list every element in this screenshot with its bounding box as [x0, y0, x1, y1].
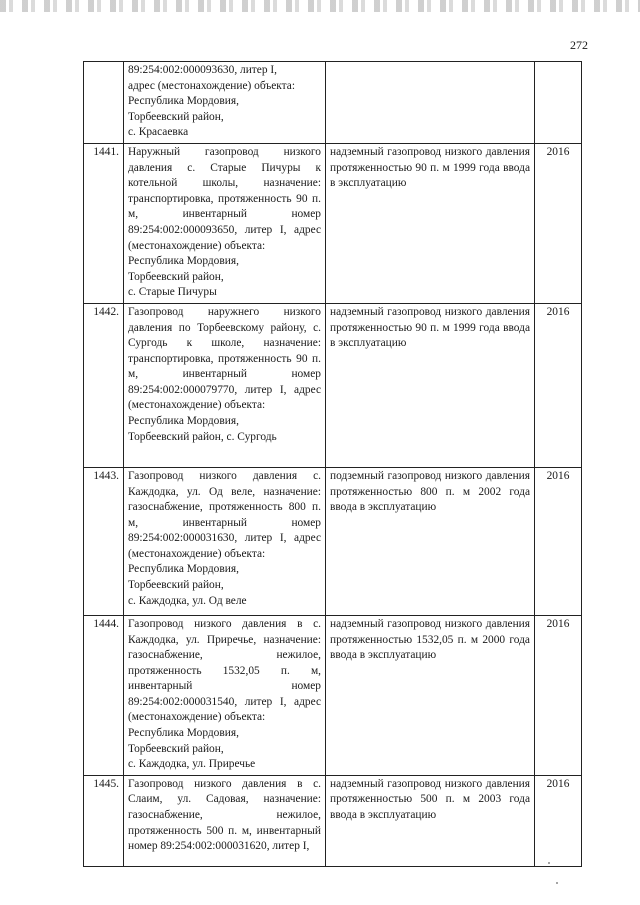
row-number-cell: 1441.	[84, 143, 124, 303]
row-number-cell: 1445.	[84, 775, 124, 866]
scan-speck	[556, 882, 558, 884]
year-cell: 2016	[535, 615, 582, 775]
characteristics-cell	[326, 62, 535, 144]
object-name-cell: Газопровод низкого давления в с. Слаим, ул. Садовая, назначение: газоснабжение, нежилое, протяженность 500 п. м, инвентарный номер 89:254:002:000031620, литер I,	[124, 775, 326, 866]
row-number-cell	[84, 62, 124, 144]
object-name-cell: Газопровод низкого давления с. Каждодка, ул. Од веле, назначение: газоснабжение, протяженность 800 п. м, инвентарный номер 89:254:002:000031630, литер I, адрес (местонахождение) объекта: Республика Мордовия, Торбеевский район, с. Каждодка, ул. Од веле	[124, 467, 326, 615]
characteristics-cell: подземный газопровод низкого давления протяженностью 800 п. м 2002 года ввода в эксплуатацию	[326, 467, 535, 615]
characteristics-cell: надземный газопровод низкого давления протяженностью 90 п. м 1999 года ввода в эксплуатацию	[326, 303, 535, 467]
row-number-cell: 1442.	[84, 303, 124, 467]
year-cell: 2016	[535, 303, 582, 467]
scan-edge-artifact	[0, 0, 640, 12]
object-name-cell: Газопровод низкого давления в с. Каждодка, ул. Приречье, назначение: газоснабжение, нежилое, протяженность 1532,05 п. м, инвентарный номер 89:254:002:000031540, литер I, адрес (местонахождение) объекта: Республика Мордовия, Торбеевский район, с. Каждодка, ул. Приречье	[124, 615, 326, 775]
table-row	[84, 467, 582, 615]
scan-speck	[548, 862, 550, 864]
year-cell: 2016	[535, 775, 582, 866]
row-number-cell: 1443.	[84, 467, 124, 615]
table-row	[84, 615, 582, 775]
table-row	[84, 62, 582, 144]
year-cell: 2016	[535, 467, 582, 615]
year-cell: 2016	[535, 143, 582, 303]
table-row	[84, 775, 582, 866]
object-name-cell: Газопровод наружнего низкого давления по Торбеевскому району, с. Сургодь к школе, назначение: транспортировка, протяженность 90 п. м, инвентарный номер 89:254:002:000079770, литер I, адрес (местонахождение) объекта: Республика Мордовия, Торбеевский район, с. Сургодь	[124, 303, 326, 467]
characteristics-cell: надземный газопровод низкого давления протяженностью 500 п. м 2003 года ввода в эксплуатацию	[326, 775, 535, 866]
object-name-cell: Наружный газопровод низкого давления с. Старые Пичуры к котельной школы, назначение: транспортировка, протяженность 90 п. м, инвентарный номер 89:254:002:000093650, литер I, адрес (местонахождение) объекта: Республика Мордовия, Торбеевский район, с. Старые Пичуры	[124, 143, 326, 303]
characteristics-cell: надземный газопровод низкого давления протяженностью 1532,05 п. м 2000 года ввода в эксплуатацию	[326, 615, 535, 775]
characteristics-cell: надземный газопровод низкого давления протяженностью 90 п. м 1999 года ввода в эксплуатацию	[326, 143, 535, 303]
page-number: 272	[570, 38, 588, 52]
table-row	[84, 143, 582, 303]
row-number-cell: 1444.	[84, 615, 124, 775]
table-row	[84, 303, 582, 467]
year-cell	[535, 62, 582, 144]
registry-table	[83, 61, 582, 867]
object-name-cell: 89:254:002:000093630, литер I, адрес (местонахождение) объекта: Республика Мордовия, Торбеевский район, с. Красаевка	[124, 62, 326, 144]
